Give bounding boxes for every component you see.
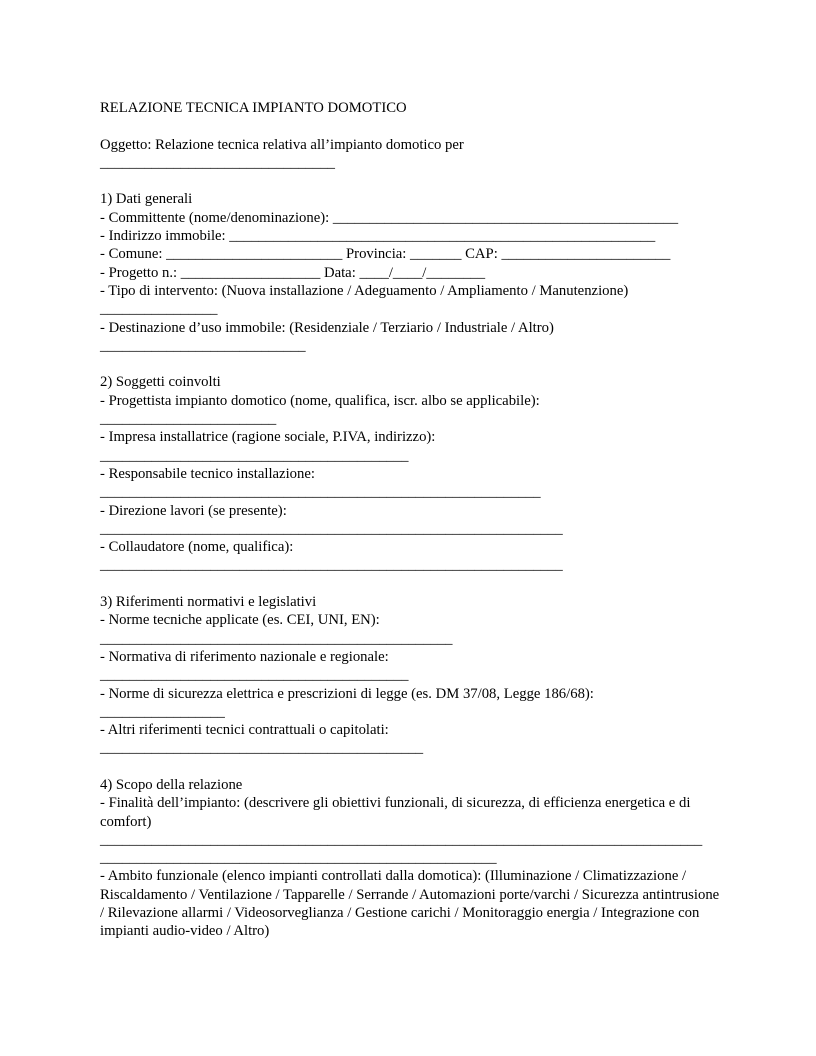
spacer xyxy=(100,117,720,135)
destinazione-field: - Destinazione d’uso immobile: (Residenziale / Terziario / Industriale / Altro) xyxy=(100,319,554,336)
spacer xyxy=(100,355,720,373)
spacer xyxy=(100,758,720,776)
document-title: RELAZIONE TECNICA IMPIANTO DOMOTICO xyxy=(100,100,407,116)
section-3-heading: 3) Riferimenti normativi e legislativi xyxy=(100,594,317,611)
norme-field: - Norme tecniche applicate (es. CEI, UNI, EN): xyxy=(100,612,380,629)
destinazione-blank: ____________________________ xyxy=(100,337,306,354)
finalita-blank-1: __________________________________________________________________________________ xyxy=(100,831,703,848)
finalita-blank-2: ______________________________________________________ xyxy=(100,850,497,867)
indirizzo-field: - Indirizzo immobile: __________________________________________________________ xyxy=(100,228,656,245)
spacer xyxy=(100,575,720,593)
document-body xyxy=(100,99,720,941)
progettista-blank: ________________________ xyxy=(100,411,277,428)
comune-field: - Comune: ________________________ Provincia: _______ CAP: _______________________ xyxy=(100,246,671,263)
collaudatore-blank: _______________________________________________________________ xyxy=(100,557,563,574)
normativa-field: - Normativa di riferimento nazionale e regionale: xyxy=(100,648,389,665)
altri-riferimenti-field: - Altri riferimenti tecnici contrattuali o capitolati: xyxy=(100,722,389,739)
norme-blank: ________________________________________________ xyxy=(100,630,453,647)
finalita-field: - Finalità dell’impianto: (descrivere gli obiettivi funzionali, di sicurezza, di efficienza energetica e di comfort) xyxy=(100,795,691,830)
oggetto-blank: ________________________________ xyxy=(100,154,335,171)
committente-field: - Committente (nome/denominazione): _______________________________________________ xyxy=(100,209,679,226)
progettista-field: - Progettista impianto domotico (nome, qualifica, iscr. albo se applicabile): xyxy=(100,392,540,409)
spacer xyxy=(100,172,720,190)
sicurezza-blank: _________________ xyxy=(100,703,225,720)
tipo-intervento-blank: ________________ xyxy=(100,301,218,318)
impresa-field: - Impresa installatrice (ragione sociale, P.IVA, indirizzo): xyxy=(100,429,436,446)
sicurezza-field: - Norme di sicurezza elettrica e prescrizioni di legge (es. DM 37/08, Legge 186/68): xyxy=(100,685,594,702)
progetto-field: - Progetto n.: ___________________ Data: ____/____/________ xyxy=(100,264,486,281)
ambito-funzionale-field: - Ambito funzionale (elenco impianti controllati dalla domotica): (Illuminazione / Climatizzazione / Riscaldamento / Ventilazione / Tapparelle / Serrande / Automazioni porte/varchi / Sicurezza antintrusione / Rilevazione allarmi / Videosorveglianza / Gestione carichi / Monitoraggio energia / Integrazione con impianti audio-video / Altro) xyxy=(100,868,720,940)
responsabile-blank: ____________________________________________________________ xyxy=(100,484,541,501)
direzione-blank: _______________________________________________________________ xyxy=(100,520,563,537)
section-2-heading: 2) Soggetti coinvolti xyxy=(100,374,221,391)
direzione-field: - Direzione lavori (se presente): xyxy=(100,502,287,519)
altri-riferimenti-blank: ____________________________________________ xyxy=(100,740,424,757)
section-4-heading: 4) Scopo della relazione xyxy=(100,776,243,793)
normativa-blank: __________________________________________ xyxy=(100,667,409,684)
collaudatore-field: - Collaudatore (nome, qualifica): xyxy=(100,539,294,556)
section-1-heading: 1) Dati generali xyxy=(100,191,193,208)
tipo-intervento-field: - Tipo di intervento: (Nuova installazione / Adeguamento / Ampliamento / Manutenzione) xyxy=(100,282,629,299)
oggetto-line: Oggetto: Relazione tecnica relativa all’impianto domotico per xyxy=(100,136,464,153)
impresa-blank: __________________________________________ xyxy=(100,447,409,464)
responsabile-field: - Responsabile tecnico installazione: xyxy=(100,465,315,482)
